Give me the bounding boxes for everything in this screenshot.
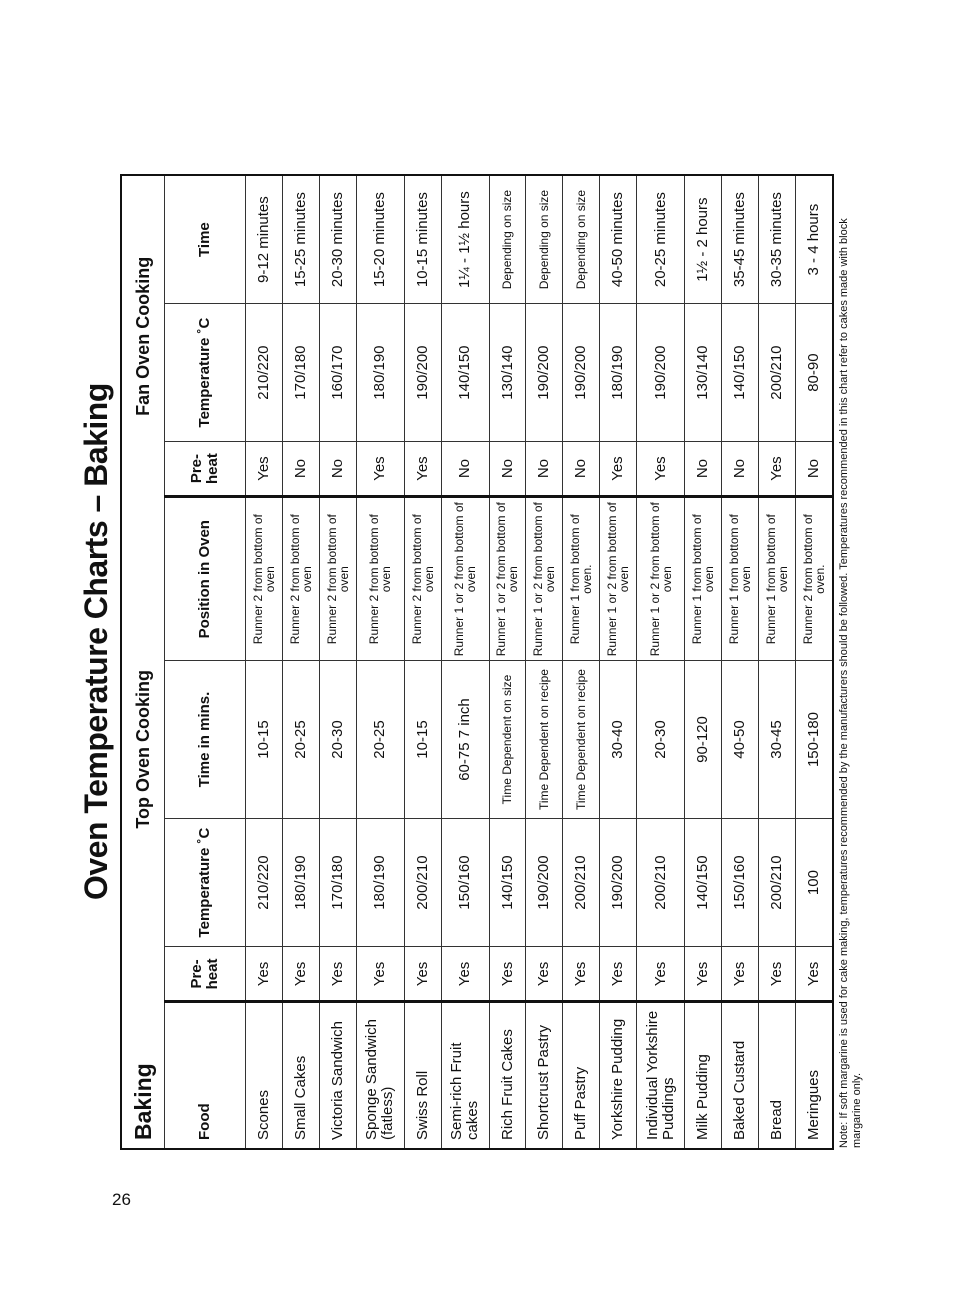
cell-position: Runner 2 from bottom of oven (404, 497, 441, 661)
cell-fan-temperature: 170/180 (282, 304, 319, 442)
cell-top-temperature: 150/160 (721, 818, 758, 947)
cell-position: Runner 2 from bottom of oven (356, 497, 404, 661)
group-header-row (121, 175, 165, 1149)
cell-food: Individual Yorkshire Puddings (637, 1002, 685, 1149)
header-top-time: Time in mins. (165, 661, 246, 819)
header-food: Food (165, 1002, 246, 1149)
cell-top-temperature: 200/210 (404, 818, 441, 947)
cell-top-temperature: 140/150 (489, 818, 526, 947)
cell-top-temperature: 200/210 (758, 818, 795, 947)
cell-top-time: Time Dependent on recipe (526, 661, 563, 819)
cell-top-time: 40-50 (721, 661, 758, 819)
cell-fan-time: 20-25 minutes (637, 175, 685, 304)
table-row (526, 175, 563, 1149)
cell-position: Runner 1 or 2 from bottom of oven (526, 497, 563, 661)
oven-temperature-table (120, 174, 834, 1150)
cell-food: Baked Custard (721, 1002, 758, 1149)
table-row (246, 175, 283, 1149)
cell-fan-time: 20-30 minutes (319, 175, 356, 304)
cell-fan-time: 35-45 minutes (721, 175, 758, 304)
cell-position: Runner 1 from bottom of oven (721, 497, 758, 661)
cell-food: Bread (758, 1002, 795, 1149)
cell-top-time: Time Dependent on recipe (563, 661, 600, 819)
cell-position: Runner 1 from bottom of oven (685, 497, 722, 661)
cell-fan-temperature: 80-90 (795, 304, 833, 442)
cell-food: Yorkshire Pudding (600, 1002, 637, 1149)
cell-position: Runner 1 or 2 from bottom of oven (637, 497, 685, 661)
header-top-temperature: Temperature ˚C (165, 818, 246, 947)
cell-food: Shortcrust Pastry (526, 1002, 563, 1149)
cell-food: Sponge Sandwich (fatless) (356, 1002, 404, 1149)
cell-fan-preheat: No (319, 442, 356, 497)
cell-food: Puff Pastry (563, 1002, 600, 1149)
cell-fan-temperature: 190/200 (404, 304, 441, 442)
cell-top-preheat: Yes (282, 947, 319, 1002)
cell-fan-time: 10-15 minutes (404, 175, 441, 304)
cell-fan-time: 30-35 minutes (758, 175, 795, 304)
table-row (563, 175, 600, 1149)
cell-top-time: 10-15 (404, 661, 441, 819)
page-number: 26 (112, 1190, 131, 1209)
cell-fan-preheat: Yes (404, 442, 441, 497)
cell-position: Runner 2 from bottom of oven (282, 497, 319, 661)
cell-top-preheat: Yes (356, 947, 404, 1002)
cell-top-temperature: 180/190 (282, 818, 319, 947)
cell-fan-preheat: Yes (600, 442, 637, 497)
header-fan-time: Time (165, 175, 246, 304)
cell-top-time: 30-45 (758, 661, 795, 819)
table-row (282, 175, 319, 1149)
cell-fan-temperature: 130/140 (685, 304, 722, 442)
cell-top-temperature: 150/160 (441, 818, 489, 947)
cell-fan-temperature: 160/170 (319, 304, 356, 442)
cell-top-preheat: Yes (319, 947, 356, 1002)
cell-food: Swiss Roll (404, 1002, 441, 1149)
cell-position: Runner 1 or 2 from bottom of oven (441, 497, 489, 661)
cell-fan-preheat: Yes (246, 442, 283, 497)
cell-top-temperature: 170/180 (319, 818, 356, 947)
cell-top-temperature: 210/220 (246, 818, 283, 947)
table-row (600, 175, 637, 1149)
cell-fan-time: 15-20 minutes (356, 175, 404, 304)
cell-top-time: 90-120 (685, 661, 722, 819)
cell-top-preheat: Yes (721, 947, 758, 1002)
header-top-preheat: Pre-heat (165, 947, 246, 1002)
cell-top-time: 20-30 (319, 661, 356, 819)
cell-fan-time: Depending on size (489, 175, 526, 304)
cell-fan-temperature: 200/210 (758, 304, 795, 442)
cell-fan-temperature: 180/190 (600, 304, 637, 442)
cell-fan-time: Depending on size (563, 175, 600, 304)
header-fan-temperature: Temperature ˚C (165, 304, 246, 442)
cell-fan-temperature: 190/200 (637, 304, 685, 442)
fan-oven-group-header: Fan Oven Cooking (132, 256, 153, 416)
page-title: Oven Temperature Charts – Baking (78, 383, 114, 900)
cell-top-time: 20-25 (356, 661, 404, 819)
footnote: Note: If soft margarine is used for cake making, temperatures recommended by the manufacturers should be followed. Temperatures recommended in this chart refer to cakes made with block margarine only. (838, 218, 863, 1148)
cell-fan-temperature: 140/150 (721, 304, 758, 442)
cell-fan-time: 9-12 minutes (246, 175, 283, 304)
cell-position: Runner 1 or 2 from bottom of oven (489, 497, 526, 661)
cell-fan-preheat: No (721, 442, 758, 497)
cell-fan-preheat: No (795, 442, 833, 497)
cell-position: Runner 2 from bottom of oven (319, 497, 356, 661)
cell-fan-preheat: No (489, 442, 526, 497)
cell-position: Runner 2 from bottom of oven. (795, 497, 833, 661)
column-header-row (165, 175, 246, 1149)
cell-fan-temperature: 130/140 (489, 304, 526, 442)
cell-top-time: 30-40 (600, 661, 637, 819)
table-row (758, 175, 795, 1149)
cell-top-temperature: 200/210 (563, 818, 600, 947)
cell-fan-time: 1¼ - 1½ hours (441, 175, 489, 304)
cell-top-preheat: Yes (404, 947, 441, 1002)
cell-food: Victoria Sandwich (319, 1002, 356, 1149)
cell-fan-preheat: No (563, 442, 600, 497)
table-row (637, 175, 685, 1149)
table-row (685, 175, 722, 1149)
cell-fan-temperature: 180/190 (356, 304, 404, 442)
cell-fan-time: 3 - 4 hours (795, 175, 833, 304)
cell-top-temperature: 100 (795, 818, 833, 947)
cell-fan-time: Depending on size (526, 175, 563, 304)
cell-top-temperature: 140/150 (685, 818, 722, 947)
cell-top-temperature: 190/200 (600, 818, 637, 947)
cell-fan-preheat: Yes (356, 442, 404, 497)
header-position: Position in Oven (165, 497, 246, 661)
cell-top-time: 20-30 (637, 661, 685, 819)
cell-top-preheat: Yes (526, 947, 563, 1002)
cell-top-preheat: Yes (795, 947, 833, 1002)
cell-fan-temperature: 190/200 (563, 304, 600, 442)
cell-position: Runner 1 from bottom of oven (758, 497, 795, 661)
table-row (795, 175, 833, 1149)
cell-top-preheat: Yes (563, 947, 600, 1002)
cell-top-time: 20-25 (282, 661, 319, 819)
cell-top-preheat: Yes (441, 947, 489, 1002)
cell-food: Scones (246, 1002, 283, 1149)
cell-food: Semi-rich Fruit cakes (441, 1002, 489, 1149)
cell-fan-time: 1½ - 2 hours (685, 175, 722, 304)
cell-fan-preheat: Yes (637, 442, 685, 497)
section-label: Baking (129, 1063, 156, 1140)
table-row (319, 175, 356, 1149)
table-row (356, 175, 404, 1149)
cell-food: Rich Fruit Cakes (489, 1002, 526, 1149)
table-row (441, 175, 489, 1149)
cell-top-preheat: Yes (685, 947, 722, 1002)
cell-top-time: 150-180 (795, 661, 833, 819)
table-row (489, 175, 526, 1149)
cell-food: Milk Pudding (685, 1002, 722, 1149)
cell-top-temperature: 200/210 (637, 818, 685, 947)
cell-top-preheat: Yes (600, 947, 637, 1002)
cell-fan-preheat: No (526, 442, 563, 497)
table-row (404, 175, 441, 1149)
cell-top-time: 10-15 (246, 661, 283, 819)
cell-fan-preheat: No (441, 442, 489, 497)
cell-position: Runner 1 from bottom of oven. (563, 497, 600, 661)
cell-food: Small Cakes (282, 1002, 319, 1149)
cell-top-preheat: Yes (758, 947, 795, 1002)
cell-fan-time: 40-50 minutes (600, 175, 637, 304)
cell-fan-preheat: No (282, 442, 319, 497)
cell-fan-temperature: 210/220 (246, 304, 283, 442)
cell-top-preheat: Yes (637, 947, 685, 1002)
header-fan-preheat: Pre-heat (165, 442, 246, 497)
cell-top-temperature: 190/200 (526, 818, 563, 947)
cell-top-preheat: Yes (246, 947, 283, 1002)
cell-top-time: Time Dependent on size (489, 661, 526, 819)
cell-fan-temperature: 190/200 (526, 304, 563, 442)
cell-fan-preheat: Yes (758, 442, 795, 497)
cell-position: Runner 1 or 2 from bottom of oven (600, 497, 637, 661)
cell-position: Runner 2 from bottom of oven (246, 497, 283, 661)
top-oven-group-header: Top Oven Cooking (132, 669, 153, 829)
cell-food: Meringues (795, 1002, 833, 1149)
cell-fan-time: 15-25 minutes (282, 175, 319, 304)
cell-top-time: 60-75 7 inch (441, 661, 489, 819)
table-row (721, 175, 758, 1149)
cell-top-preheat: Yes (489, 947, 526, 1002)
cell-top-temperature: 180/190 (356, 818, 404, 947)
cell-fan-temperature: 140/150 (441, 304, 489, 442)
cell-fan-preheat: No (685, 442, 722, 497)
